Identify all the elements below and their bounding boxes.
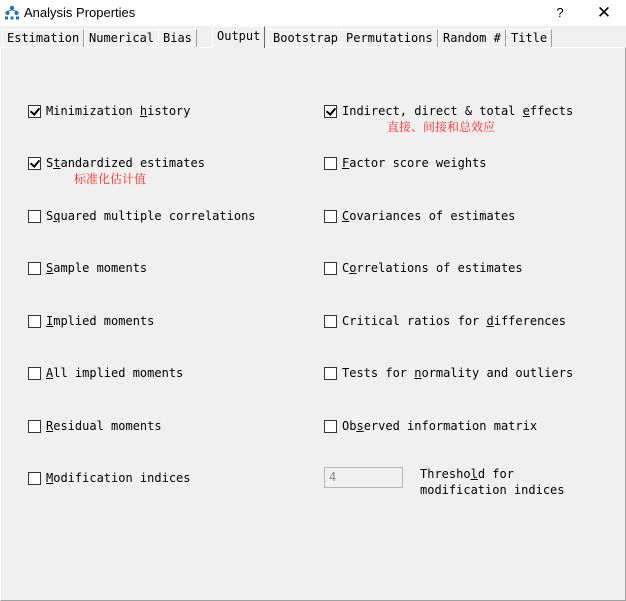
option-label: Minimization history (46, 104, 191, 118)
option-label: Factor score weights (342, 156, 487, 170)
help-button[interactable]: ? (556, 5, 564, 20)
option-label: Correlations of estimates (342, 261, 523, 275)
option-label: Critical ratios for differences (342, 314, 566, 328)
checkbox[interactable] (28, 210, 41, 223)
option-label: Implied moments (46, 314, 155, 328)
tab-bias[interactable]: Bias (158, 29, 197, 47)
checkbox[interactable] (28, 315, 41, 328)
option-label: Covariances of estimates (342, 209, 516, 223)
tab-estimation[interactable]: Estimation (2, 29, 84, 47)
option-label: Modification indices (46, 471, 191, 485)
option-label: Standardized estimates (46, 156, 205, 170)
checkbox[interactable] (324, 315, 337, 328)
title-bar (0, 0, 626, 26)
annotation-standardized: 标准化估计值 (74, 172, 147, 186)
close-button[interactable]: ✕ (596, 3, 612, 22)
checkbox[interactable] (28, 420, 41, 433)
checkbox[interactable] (28, 472, 41, 485)
checkbox[interactable] (28, 105, 41, 118)
threshold-label-line1: Threshold for (420, 467, 514, 481)
checkbox[interactable] (324, 105, 337, 118)
option-label: Tests for normality and outliers (342, 366, 574, 380)
window-title: Analysis Properties (24, 5, 136, 20)
option-label: All implied moments (46, 366, 184, 380)
threshold-input[interactable]: 4 (324, 467, 403, 488)
tab-output[interactable]: Output (212, 26, 265, 48)
option-label: Residual moments (46, 419, 162, 433)
tab-title[interactable]: Title (506, 29, 552, 47)
checkbox[interactable] (324, 420, 337, 433)
threshold-label-line2: modification indices (420, 483, 565, 497)
option-label: Indirect, direct & total effects (342, 104, 574, 118)
checkbox[interactable] (28, 157, 41, 170)
checkbox[interactable] (28, 262, 41, 275)
tab-permutations[interactable]: Permutations (341, 29, 438, 47)
tab-strip (0, 26, 626, 48)
checkbox[interactable] (28, 367, 41, 380)
option-label: Squared multiple correlations (46, 209, 256, 223)
tab-random[interactable]: Random # (438, 29, 506, 47)
option-label: Observed information matrix (342, 419, 538, 433)
checkbox[interactable] (324, 210, 337, 223)
amos-app-icon (4, 5, 20, 21)
tab-numerical[interactable]: Numerical (84, 29, 159, 47)
annotation-indirect-effects: 直接、间接和总效应 (387, 120, 496, 134)
checkbox[interactable] (324, 262, 337, 275)
option-label: Sample moments (46, 261, 148, 275)
tab-bootstrap[interactable]: Bootstrap (268, 29, 343, 47)
checkbox[interactable] (324, 367, 337, 380)
checkbox[interactable] (324, 157, 337, 170)
